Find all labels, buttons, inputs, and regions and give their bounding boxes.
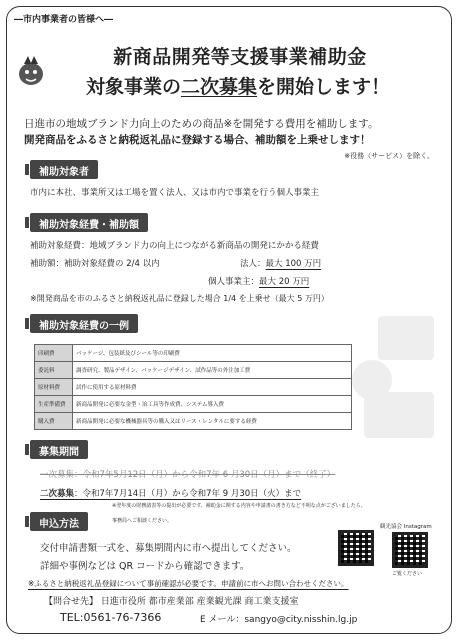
examples-table <box>34 344 352 430</box>
indiv-amount <box>208 275 309 287</box>
qr-code-icon[interactable] <box>338 530 374 566</box>
second-label: 二次募集 <box>40 489 75 499</box>
row-value: 新商品開発に必要な機械器具等の購入又はリース・レンタルに要する経費 <box>73 413 352 430</box>
small-note-line: ※翌年度の財務諸表等の提出が必要です。補助金に関する内容や申請書の書き方など不明な点がございましたら、 <box>112 503 366 509</box>
eligible-text: 市内に本社、事業所又は工場を置く法人、又は市内で事業を行う個人事業主 <box>30 188 320 198</box>
corp-amount <box>240 257 321 269</box>
contact-tel: TEL:0561-76-7366 <box>60 611 162 624</box>
row-value: 調査研究、製品デザイン、パッケージデザイン、試作品等の外注加工費 <box>73 362 352 379</box>
computer-worker-illustration <box>378 316 434 360</box>
table-row <box>35 362 352 379</box>
second-period <box>40 487 301 499</box>
intro-line: 日進市の地域ブランド力向上のための商品※を開発する費用を補助します。 <box>24 118 379 130</box>
table-row <box>35 413 352 430</box>
section-heading-apply: 申込方法 <box>30 512 88 531</box>
qr-label: 観光協会 Instagram <box>380 524 432 530</box>
indiv-label: 個人事業主： <box>208 277 260 287</box>
apply-line: 詳細や事例などは QR コードから確認できます。 <box>40 561 250 572</box>
intro-note: ※役務（サービス）を除く。 <box>344 152 434 160</box>
apply-line: 交付申請書類一式を、募集期間内に市へ提出してください。 <box>40 543 297 554</box>
page-title: 新商品開発等支援事業補助金 <box>113 46 367 68</box>
row-key: 印刷費 <box>35 345 73 362</box>
row-key: 購入費 <box>35 413 73 430</box>
section-heading-eligible: 補助対象者 <box>30 160 98 179</box>
expense-line: 補助対象経費：地域ブランド力の向上につながる新商品の開発にかかる経費 <box>30 241 319 251</box>
row-key: 委託料 <box>35 362 73 379</box>
qr-caption: ご覧ください <box>392 571 423 577</box>
contact-email[interactable]: E メール：sangyo@city.nisshin.lg.jp <box>200 615 358 625</box>
section-heading-expenses: 補助対象経費・補助額 <box>30 213 148 232</box>
amount-line: 補助額：補助対象経費の 2/4 以内 <box>30 259 160 269</box>
row-value: パッケージ、包装紙及びシール等の印刷費 <box>73 345 352 362</box>
page-subtitle <box>48 72 428 99</box>
table-row <box>35 396 352 413</box>
row-value: 新商品開発に必要な金型・治工具等作成費、システム導入費 <box>73 396 352 413</box>
row-key: 原材料費 <box>35 379 73 396</box>
section-heading-period: 募集期間 <box>30 440 88 459</box>
row-key: 生産準備費 <box>35 396 73 413</box>
table-row <box>35 379 352 396</box>
row-value: 試作に使用する原材料費 <box>73 379 352 396</box>
subtitle-part-a: 対象事業の <box>85 76 181 98</box>
qr-code-icon[interactable] <box>392 532 428 568</box>
subtitle-highlight: 二次募集 <box>180 76 257 98</box>
intro-line: 開発商品をふるさと納税返礼品に登録する場合、補助額を上乗せします！ <box>24 134 371 146</box>
small-note-line: 事務局へご相談ください。 <box>112 518 173 524</box>
indiv-value: 最大 20 万円 <box>259 277 310 287</box>
intro-text <box>24 116 444 148</box>
subtitle-part-c: を開始します！ <box>257 76 391 98</box>
corp-label: 法人： <box>240 259 266 269</box>
contact-line: 【問合せ先】 日進市役所 都市産業部 産業観光課 商工業支援室 <box>44 597 299 607</box>
table-row <box>35 345 352 362</box>
furusato-note: ※ふるさと納税返礼品登録について事前確認が必要です。申請前に市へお問い合わせください。 <box>28 579 349 588</box>
mascot-icon <box>14 52 48 88</box>
first-period: 一次募集：令和7年5月12日（月）から令和7年 6 月30日（月）まで（終了） <box>40 470 336 480</box>
factory-worker-illustration <box>364 392 434 438</box>
audience-line: ―市内事業者の皆様へ― <box>14 15 114 25</box>
furusato-bonus: ※開発商品を市のふるさと納税返礼品に登録した場合 1/4 を上乗せ（最大 5 万円） <box>30 294 329 303</box>
apply-small-note <box>112 502 372 524</box>
second-text: ：令和7年7月14日（月）から令和7年 9 月30日（火）まで <box>74 489 302 499</box>
corp-value: 最大 100 万円 <box>265 259 322 269</box>
section-heading-examples: 補助対象経費の一例 <box>30 314 138 333</box>
